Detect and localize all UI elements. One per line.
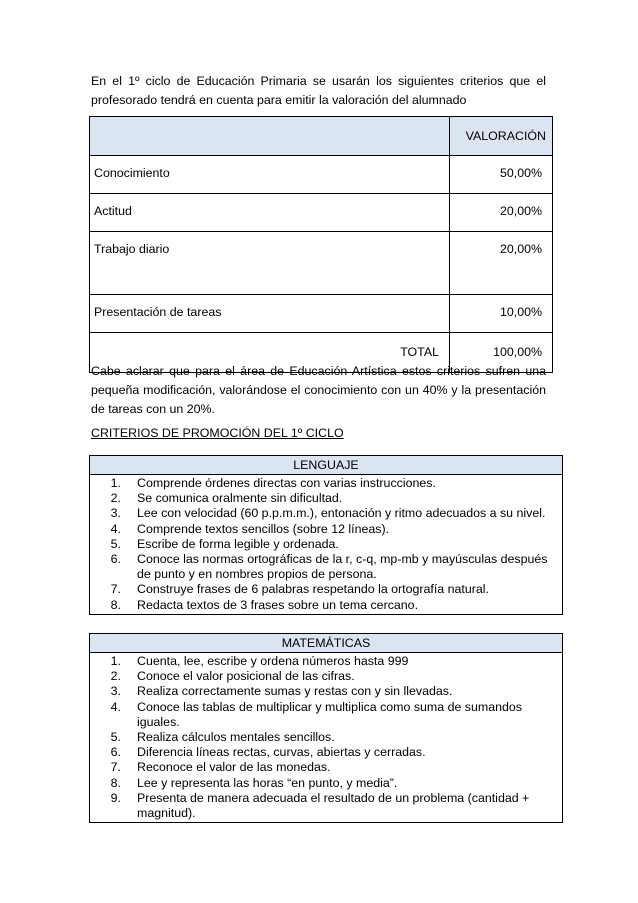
lenguaje-table — [89, 455, 563, 615]
item-number: 8. — [110, 597, 121, 612]
table-row — [90, 194, 553, 232]
list-item — [91, 684, 561, 699]
item-number: 1. — [110, 476, 121, 490]
item-number: 5. — [110, 536, 121, 551]
list-item — [91, 776, 561, 791]
criterion-cell: Trabajo diario — [90, 232, 450, 295]
item-text: Comprende textos sencillos (sobre 12 líneas). — [137, 521, 390, 536]
evaluation-table — [89, 116, 553, 373]
item-number: 2. — [110, 491, 121, 506]
item-number: 3. — [110, 684, 121, 699]
item-text: Lee con velocidad (60 p.p.m.m.), entonación y ritmo adecuados a su nivel. — [137, 506, 546, 521]
list-item — [91, 791, 561, 821]
item-text: Conoce las tablas de multiplicar y multiplica como suma de sumandos iguales. — [137, 699, 522, 729]
value-cell: 50,00% — [450, 156, 553, 194]
item-number: 4. — [110, 521, 121, 536]
item-number: 1. — [110, 654, 121, 668]
list-item — [91, 598, 561, 613]
table-row — [90, 156, 553, 194]
list-item — [91, 537, 561, 552]
item-number: 7. — [110, 760, 121, 775]
item-text: Diferencia líneas rectas, curvas, abiertas y cerradas. — [137, 745, 426, 760]
list-item — [91, 654, 561, 669]
evaluation-table-header — [90, 117, 553, 156]
criterion-cell: Presentación de tareas — [90, 295, 450, 333]
lenguaje-list — [91, 476, 561, 613]
value-cell: 20,00% — [450, 194, 553, 232]
list-item — [91, 669, 561, 684]
item-number: 7. — [110, 582, 121, 597]
valoracion-header: VALORACIÓN — [450, 117, 553, 156]
item-text: Cuenta, lee, escribe y ordena números hasta 999 — [137, 654, 409, 668]
item-text: Conoce el valor posicional de las cifras. — [137, 669, 355, 684]
item-text: Se comunica oralmente sin dificultad. — [137, 491, 343, 506]
list-item — [91, 522, 561, 537]
list-item — [91, 552, 561, 582]
item-number: 2. — [110, 669, 121, 684]
header-empty-cell — [90, 117, 450, 156]
item-text: Conoce las normas ortográficas de la r, c-q, mp-mb y mayúsculas después de punto y en nombres propios de persona. — [137, 552, 548, 582]
item-number: 4. — [110, 699, 121, 714]
lenguaje-title: LENGUAJE — [90, 456, 563, 475]
list-item — [91, 700, 561, 730]
item-text: Comprende órdenes directas con varias instrucciones. — [137, 476, 436, 490]
item-text: Realiza cálculos mentales sencillos. — [137, 730, 335, 745]
note-paragraph: Cabe aclarar que para el área de Educación Artística estos criterios sufren una pequeña modificación, valorándose el conocimiento con un 40% y la presentación de tareas con un 20%. — [91, 364, 546, 416]
item-text: Reconoce el valor de las monedas. — [137, 760, 331, 775]
list-item — [91, 491, 561, 506]
list-item — [91, 745, 561, 760]
item-number: 9. — [110, 790, 121, 805]
table-row — [90, 232, 553, 295]
item-text: Escribe de forma legible y ordenada. — [137, 536, 339, 551]
list-item — [91, 582, 561, 597]
item-number: 6. — [110, 552, 121, 567]
item-number: 5. — [110, 730, 121, 745]
criterion-cell: Actitud — [90, 194, 450, 232]
total-value: 100,00% — [450, 333, 553, 373]
total-label: TOTAL — [90, 333, 450, 373]
item-text: Realiza correctamente sumas y restas con y sin llevadas. — [137, 684, 453, 699]
item-text: Presenta de manera adecuada el resultado de un problema (cantidad + magnitud). — [137, 790, 530, 821]
section-heading: CRITERIOS DE PROMOCIÓN DEL 1º CICLO — [91, 426, 344, 440]
item-text: Redacta textos de 3 frases sobre un tema cercano. — [137, 597, 419, 612]
intro-paragraph: En el 1º ciclo de Educación Primaria se usarán los siguientes criterios que el profesorado tendrá en cuenta para emitir la valoración del alumnado — [91, 74, 546, 107]
item-text: Construye frases de 6 palabras respetando la ortografía natural. — [137, 582, 489, 597]
list-item — [91, 760, 561, 775]
value-cell: 10,00% — [450, 295, 553, 333]
list-item — [91, 506, 561, 521]
lenguaje-list-cell — [90, 475, 563, 615]
item-number: 3. — [110, 506, 121, 521]
list-item — [91, 730, 561, 745]
item-number: 8. — [110, 775, 121, 790]
table-row — [90, 295, 553, 333]
criterion-cell: Conocimiento — [90, 156, 450, 194]
matematicas-list — [91, 654, 561, 821]
matematicas-title: MATEMÁTICAS — [90, 634, 563, 653]
matematicas-table — [89, 633, 563, 823]
item-text: Lee y representa las horas “en punto, y media”. — [137, 775, 398, 790]
list-item — [91, 476, 561, 491]
matematicas-list-cell — [90, 653, 563, 823]
value-cell: 20,00% — [450, 232, 553, 295]
item-number: 6. — [110, 745, 121, 760]
